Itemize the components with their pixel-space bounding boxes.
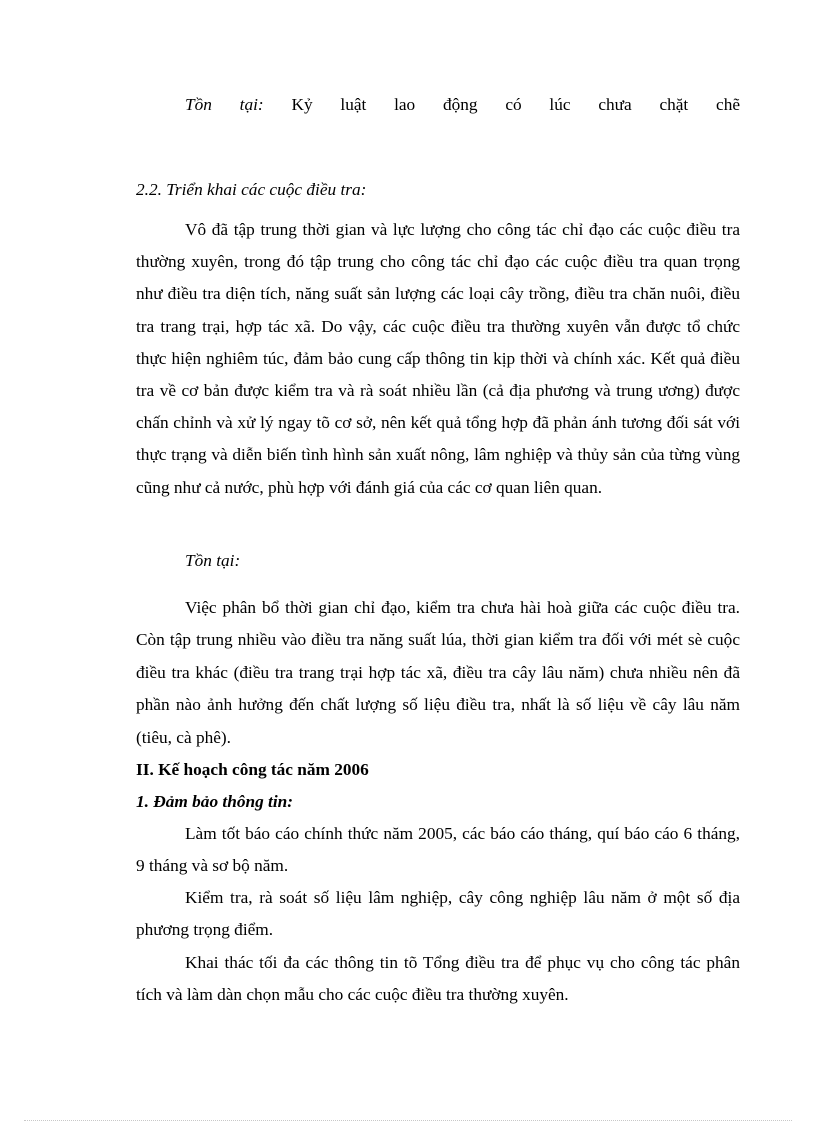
section-2-2-title: 2.2. Triển khai các cuộc điều tra: (136, 180, 367, 199)
top-ton-tai-text: Kỷ luật lao động có lúc chưa chặt chẽ (291, 95, 741, 114)
section-II-subtitle: 1. Đảm bảo thông tin: (136, 792, 293, 811)
section-II-paragraph-3: Khai thác tối đa các thông tin tõ Tổng điều tra để phục vụ cho công tác phân tích và làm dàn chọn mẫu cho các cuộc điều tra thường xuyên. (136, 953, 740, 1004)
page-bottom-divider (24, 1120, 792, 1121)
top-ton-tai-label: Tồn tại: (185, 95, 264, 114)
top-ton-tai-line (185, 89, 740, 121)
ton-tai-label: Tồn tại: (185, 551, 241, 570)
section-2-2-paragraph: Vô đã tập trung thời gian và lực lượng cho công tác chỉ đạo các cuộc điều tra thường xuyên, trong đó tập trung cho công tác chỉ đạo các cuộc điều tra quan trọng như điều tra diện tích, năng suất sản lượng các loại cây trồng, điều tra chăn nuôi, điều tra trang trại, hợp tác xã. Do vậy, các cuộc điều tra thường xuyên vẫn được tổ chức thực hiện nghiêm túc, đảm bảo cung cấp thông tin kịp thời và chính xác. Kết quả điều tra về cơ bản được kiểm tra và rà soát nhiều lần (cả địa phương và trung ương) được chấn chỉnh và xử lý ngay tõ cơ sở, nên kết quả tổng hợp đã phản ánh tương đối sát với thực trạng và diễn biến tình hình sản xuất nông, lâm nghiệp và thủy sản của từng vùng cũng như cả nước, phù hợp với đánh giá của các cơ quan liên quan. (136, 220, 740, 497)
section-II-paragraph-1: Làm tốt báo cáo chính thức năm 2005, các báo cáo tháng, quí báo cáo 6 tháng, 9 tháng và sơ bộ năm. (136, 824, 740, 875)
section-II-paragraph-2: Kiểm tra, rà soát số liệu lâm nghiệp, cây công nghiệp lâu năm ở một số địa phương trọng điểm. (136, 888, 740, 939)
ton-tai-paragraph: Việc phân bổ thời gian chỉ đạo, kiểm tra chưa hài hoà giữa các cuộc điều tra. Còn tập trung nhiều vào điều tra năng suất lúa, thời gian kiểm tra đối với mét sè cuộc điều tra khác (điều tra trang trại hợp tác xã, điều tra cây lâu năm) chưa nhiều nên đã phần nào ảnh hưởng đến chất lượng số liệu điều tra, nhất là số liệu về cây lâu năm (tiêu, cà phê). (136, 598, 740, 747)
section-II-title: II. Kế hoạch công tác năm 2006 (136, 760, 369, 779)
